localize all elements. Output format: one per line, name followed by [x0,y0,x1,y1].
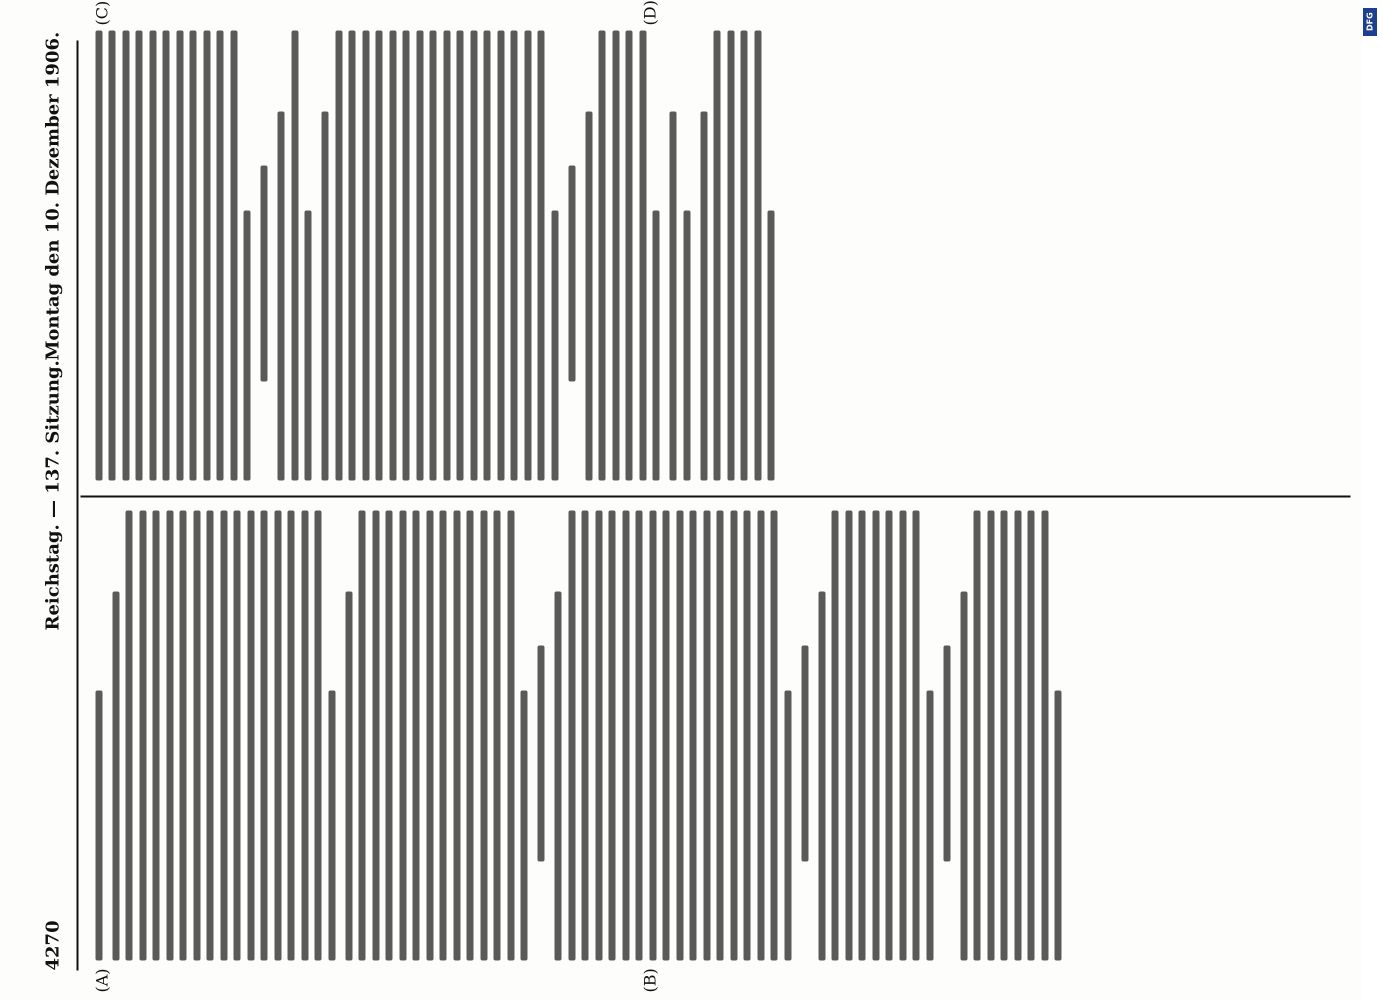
text-line [260,510,267,960]
text-line [260,165,267,381]
paragraph [277,30,311,480]
text-line [689,510,696,960]
margin-mark-c: (C) [92,0,111,25]
text-line [943,645,950,861]
text-line [537,645,544,861]
text-line [524,30,531,480]
text-line [507,510,514,960]
text-line [784,690,791,960]
text-line [243,210,250,480]
text-line [456,30,463,480]
text-line [899,510,906,960]
text-line [206,510,213,960]
paragraph [568,30,575,480]
text-line [220,510,227,960]
text-line [757,510,764,960]
text-line [608,510,615,960]
text-line [743,510,750,960]
text-line [179,510,186,960]
text-line [483,30,490,480]
text-line [713,30,720,480]
text-line [727,30,734,480]
paragraph [943,510,950,960]
text-line [885,510,892,960]
text-line [358,510,365,960]
header-rule [76,40,78,970]
paragraph [669,30,690,480]
text-line [375,30,382,480]
session-title: Reichstag. — 137. Sitzung. [42,359,63,630]
text-line [801,645,808,861]
margin-mark-a: (A) [92,967,111,992]
text-line [973,510,980,960]
paragraph [95,510,102,960]
text-line [767,210,774,480]
text-line [362,30,369,480]
text-line [612,30,619,480]
paragraph [345,510,528,960]
digitization-sidebar [1361,0,1383,1000]
text-line [443,30,450,480]
text-line [193,510,200,960]
paragraph [700,30,775,480]
paragraph [260,30,267,480]
paragraph [537,510,544,960]
paragraph [585,30,660,480]
text-line [595,510,602,960]
margin-mark-d: (D) [640,0,659,25]
text-line [399,510,406,960]
text-line [112,591,119,960]
text-line [740,30,747,480]
text-line [585,111,592,480]
text-line [926,690,933,960]
text-line [858,510,865,960]
text-line [510,30,517,480]
margin-mark-b: (B) [640,967,659,992]
paragraph [95,30,251,480]
text-line [426,510,433,960]
text-line [639,30,646,480]
text-line [770,510,777,960]
text-line [135,30,142,480]
text-line [277,111,284,480]
page-number: 4270 [42,919,63,970]
column-divider [80,495,1350,497]
text-line [818,591,825,960]
paragraph [960,510,1062,960]
text-line [537,30,544,480]
text-line [216,30,223,480]
text-line [554,591,561,960]
dfg-logo-icon: DFG [1363,8,1377,36]
text-line [122,30,129,480]
text-line [845,510,852,960]
text-line [385,510,392,960]
session-date: Montag den 10. Dezember 1906. [42,31,63,360]
text-line [1027,510,1034,960]
text-line [291,30,298,480]
text-line [304,210,311,480]
text-line [987,510,994,960]
text-line [453,510,460,960]
text-line [125,510,132,960]
text-line [568,510,575,960]
text-line [95,30,102,480]
text-line [429,30,436,480]
text-line [321,111,328,480]
text-line [189,30,196,480]
text-line [625,30,632,480]
text-line [149,30,156,480]
text-line [669,111,676,480]
text-line [703,510,710,960]
paragraph [554,510,791,960]
text-line [1000,510,1007,960]
text-line [568,165,575,381]
text-line [1041,510,1048,960]
text-line [649,510,656,960]
text-line [520,690,527,960]
text-line [152,510,159,960]
paragraph [112,510,335,960]
text-line [662,510,669,960]
text-line [1014,510,1021,960]
text-line [348,30,355,480]
text-line [439,510,446,960]
text-line [139,510,146,960]
text-line [389,30,396,480]
text-line [754,30,761,480]
text-line [730,510,737,960]
left-column [88,510,1348,960]
text-line [416,30,423,480]
text-line [335,30,342,480]
text-line [912,510,919,960]
text-line [831,510,838,960]
text-line [676,510,683,960]
text-line [466,510,473,960]
text-line [683,210,690,480]
text-line [203,30,210,480]
text-line [247,510,254,960]
text-line [412,510,419,960]
text-line [287,510,294,960]
text-line [328,690,335,960]
paragraph [801,510,808,960]
text-line [700,111,707,480]
text-line [872,510,879,960]
text-line [402,30,409,480]
text-line [314,510,321,960]
text-line [470,30,477,480]
text-line [493,510,500,960]
text-line [301,510,308,960]
text-line [108,30,115,480]
text-line [274,510,281,960]
digitization-note [1367,44,1381,984]
paragraph [321,30,558,480]
text-line [635,510,642,960]
paragraph [818,510,933,960]
text-line [233,510,240,960]
text-line [95,690,102,960]
text-line [960,591,967,960]
text-line [166,510,173,960]
text-line [176,30,183,480]
text-line [622,510,629,960]
right-column [88,30,1348,480]
text-line [480,510,487,960]
text-line [598,30,605,480]
text-line [1054,690,1061,960]
text-line [652,210,659,480]
text-line [162,30,169,480]
text-line [551,210,558,480]
text-line [581,510,588,960]
text-line [497,30,504,480]
text-line [372,510,379,960]
text-line [230,30,237,480]
text-line [716,510,723,960]
text-line [345,591,352,960]
